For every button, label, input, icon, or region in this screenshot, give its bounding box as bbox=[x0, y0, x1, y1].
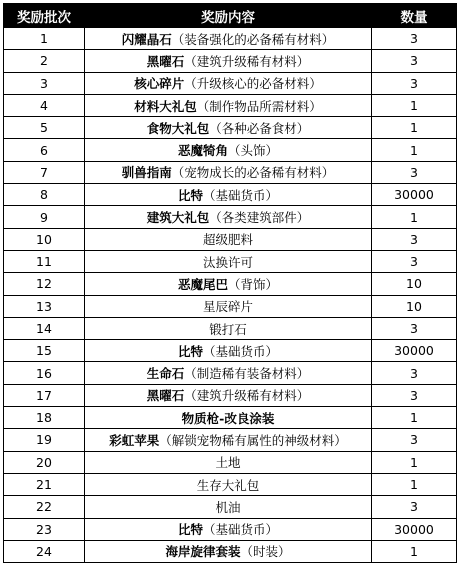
cell-quantity: 10 bbox=[372, 295, 457, 317]
cell-batch: 24 bbox=[4, 540, 85, 562]
cell-content bbox=[85, 139, 372, 161]
item-description: （各类建筑部件） bbox=[209, 210, 310, 226]
cell-batch: 23 bbox=[4, 518, 85, 540]
cell-batch: 19 bbox=[4, 429, 85, 451]
item-name: 汰换许可 bbox=[202, 254, 253, 270]
cell-content bbox=[85, 384, 372, 406]
item-description: （解锁宠物稀有属性的神级材料） bbox=[159, 432, 347, 448]
item-name: 恶魔尾巴 bbox=[177, 276, 228, 292]
cell-content bbox=[85, 228, 372, 250]
item-name: 锻打石 bbox=[209, 321, 247, 337]
cell-quantity: 30000 bbox=[372, 340, 457, 362]
cell-batch: 16 bbox=[4, 362, 85, 384]
cell-content bbox=[85, 94, 372, 116]
cell-content bbox=[85, 295, 372, 317]
item-name: 生存大礼包 bbox=[196, 477, 260, 493]
cell-batch: 13 bbox=[4, 295, 85, 317]
item-name: 海岸旋律套装 bbox=[165, 544, 241, 560]
header-quantity: 数量 bbox=[372, 4, 457, 28]
table-row bbox=[4, 94, 457, 116]
item-description: （时装） bbox=[240, 544, 291, 560]
item-name: 恶魔犄角 bbox=[177, 143, 228, 159]
item-name: 黑曜石 bbox=[146, 388, 185, 404]
cell-batch: 5 bbox=[4, 117, 85, 139]
table-row bbox=[4, 496, 457, 518]
item-name: 食物大礼包 bbox=[146, 120, 210, 136]
cell-content bbox=[85, 72, 372, 94]
cell-batch: 2 bbox=[4, 50, 85, 72]
cell-quantity: 3 bbox=[372, 161, 457, 183]
cell-quantity: 1 bbox=[372, 540, 457, 562]
cell-quantity: 1 bbox=[372, 473, 457, 495]
table-row bbox=[4, 28, 457, 50]
table-row bbox=[4, 206, 457, 228]
item-description: （建筑升级稀有材料） bbox=[184, 53, 310, 69]
cell-content bbox=[85, 161, 372, 183]
cell-content bbox=[85, 250, 372, 272]
item-name: 闪耀晶石 bbox=[121, 31, 172, 47]
table-row bbox=[4, 72, 457, 94]
cell-content bbox=[85, 429, 372, 451]
header-content: 奖励内容 bbox=[85, 4, 372, 28]
item-name: 建筑大礼包 bbox=[146, 210, 210, 226]
table-row bbox=[4, 429, 457, 451]
cell-batch: 10 bbox=[4, 228, 85, 250]
cell-quantity: 3 bbox=[372, 250, 457, 272]
table-row bbox=[4, 250, 457, 272]
cell-content bbox=[85, 184, 372, 206]
cell-batch: 8 bbox=[4, 184, 85, 206]
cell-quantity: 1 bbox=[372, 407, 457, 429]
item-description: （装备强化的必备稀有材料） bbox=[171, 31, 335, 47]
table-row bbox=[4, 117, 457, 139]
table-row bbox=[4, 161, 457, 183]
cell-quantity: 1 bbox=[372, 139, 457, 161]
cell-batch: 3 bbox=[4, 72, 85, 94]
item-name: 物质枪-改良涂装 bbox=[181, 410, 275, 426]
item-description: （基础货币） bbox=[203, 187, 279, 203]
item-description: （基础货币） bbox=[203, 343, 279, 359]
cell-quantity: 30000 bbox=[372, 184, 457, 206]
cell-batch: 7 bbox=[4, 161, 85, 183]
cell-batch: 15 bbox=[4, 340, 85, 362]
cell-content bbox=[85, 540, 372, 562]
cell-batch: 20 bbox=[4, 451, 85, 473]
cell-content bbox=[85, 50, 372, 72]
item-name: 驯兽指南 bbox=[121, 165, 172, 181]
table-row bbox=[4, 50, 457, 72]
item-name: 彩虹苹果 bbox=[109, 432, 160, 448]
item-name: 核心碎片 bbox=[134, 76, 185, 92]
item-name: 比特 bbox=[177, 343, 203, 359]
table-row bbox=[4, 228, 457, 250]
item-description: （各种必备食材） bbox=[209, 120, 310, 136]
cell-quantity: 3 bbox=[372, 50, 457, 72]
item-name: 比特 bbox=[177, 187, 203, 203]
item-name: 超级肥料 bbox=[202, 232, 253, 248]
item-name: 黑曜石 bbox=[146, 53, 185, 69]
cell-quantity: 30000 bbox=[372, 518, 457, 540]
cell-batch: 11 bbox=[4, 250, 85, 272]
cell-content bbox=[85, 273, 372, 295]
cell-batch: 17 bbox=[4, 384, 85, 406]
item-name: 星辰碎片 bbox=[202, 299, 253, 315]
cell-batch: 1 bbox=[4, 28, 85, 50]
reward-table-container bbox=[3, 3, 456, 563]
cell-content bbox=[85, 117, 372, 139]
cell-content bbox=[85, 340, 372, 362]
item-description: （升级核心的必备材料） bbox=[184, 76, 322, 92]
cell-quantity: 1 bbox=[372, 94, 457, 116]
item-name: 材料大礼包 bbox=[134, 98, 197, 114]
cell-batch: 12 bbox=[4, 273, 85, 295]
item-description: （制造稀有装备材料） bbox=[184, 366, 310, 382]
table-row bbox=[4, 273, 457, 295]
reward-table bbox=[3, 3, 457, 563]
cell-content bbox=[85, 407, 372, 429]
cell-quantity: 3 bbox=[372, 362, 457, 384]
item-name: 土地 bbox=[215, 455, 241, 471]
cell-quantity: 3 bbox=[372, 496, 457, 518]
cell-quantity: 1 bbox=[372, 117, 457, 139]
cell-quantity: 3 bbox=[372, 28, 457, 50]
cell-quantity: 3 bbox=[372, 384, 457, 406]
cell-content bbox=[85, 317, 372, 339]
table-header-row bbox=[4, 4, 457, 28]
table-row bbox=[4, 407, 457, 429]
item-name: 比特 bbox=[177, 522, 203, 538]
table-row bbox=[4, 362, 457, 384]
cell-quantity: 3 bbox=[372, 429, 457, 451]
cell-content bbox=[85, 206, 372, 228]
cell-batch: 22 bbox=[4, 496, 85, 518]
table-row bbox=[4, 317, 457, 339]
table-row bbox=[4, 473, 457, 495]
cell-batch: 4 bbox=[4, 94, 85, 116]
table-row bbox=[4, 540, 457, 562]
header-batch: 奖励批次 bbox=[4, 4, 85, 28]
cell-content bbox=[85, 451, 372, 473]
cell-batch: 21 bbox=[4, 473, 85, 495]
table-row bbox=[4, 295, 457, 317]
item-description: （宠物成长的必备稀有材料） bbox=[171, 165, 335, 181]
table-row bbox=[4, 451, 457, 473]
table-row bbox=[4, 518, 457, 540]
item-description: （制作物品所需材料） bbox=[196, 98, 322, 114]
cell-content bbox=[85, 496, 372, 518]
item-name: 生命石 bbox=[146, 366, 185, 382]
item-name: 机油 bbox=[215, 499, 241, 515]
cell-batch: 14 bbox=[4, 317, 85, 339]
cell-batch: 18 bbox=[4, 407, 85, 429]
item-description: （头饰） bbox=[228, 143, 279, 159]
cell-quantity: 1 bbox=[372, 451, 457, 473]
cell-batch: 6 bbox=[4, 139, 85, 161]
item-description: （基础货币） bbox=[203, 522, 279, 538]
cell-quantity: 10 bbox=[372, 273, 457, 295]
cell-batch: 9 bbox=[4, 206, 85, 228]
cell-content bbox=[85, 362, 372, 384]
table-body bbox=[4, 28, 457, 563]
item-description: （背饰） bbox=[228, 276, 279, 292]
cell-quantity: 1 bbox=[372, 206, 457, 228]
table-row bbox=[4, 184, 457, 206]
cell-content bbox=[85, 28, 372, 50]
cell-quantity: 3 bbox=[372, 72, 457, 94]
cell-content bbox=[85, 518, 372, 540]
cell-quantity: 3 bbox=[372, 228, 457, 250]
item-description: （建筑升级稀有材料） bbox=[184, 388, 310, 404]
cell-quantity: 3 bbox=[372, 317, 457, 339]
table-row bbox=[4, 340, 457, 362]
table-row bbox=[4, 384, 457, 406]
cell-content bbox=[85, 473, 372, 495]
table-row bbox=[4, 139, 457, 161]
